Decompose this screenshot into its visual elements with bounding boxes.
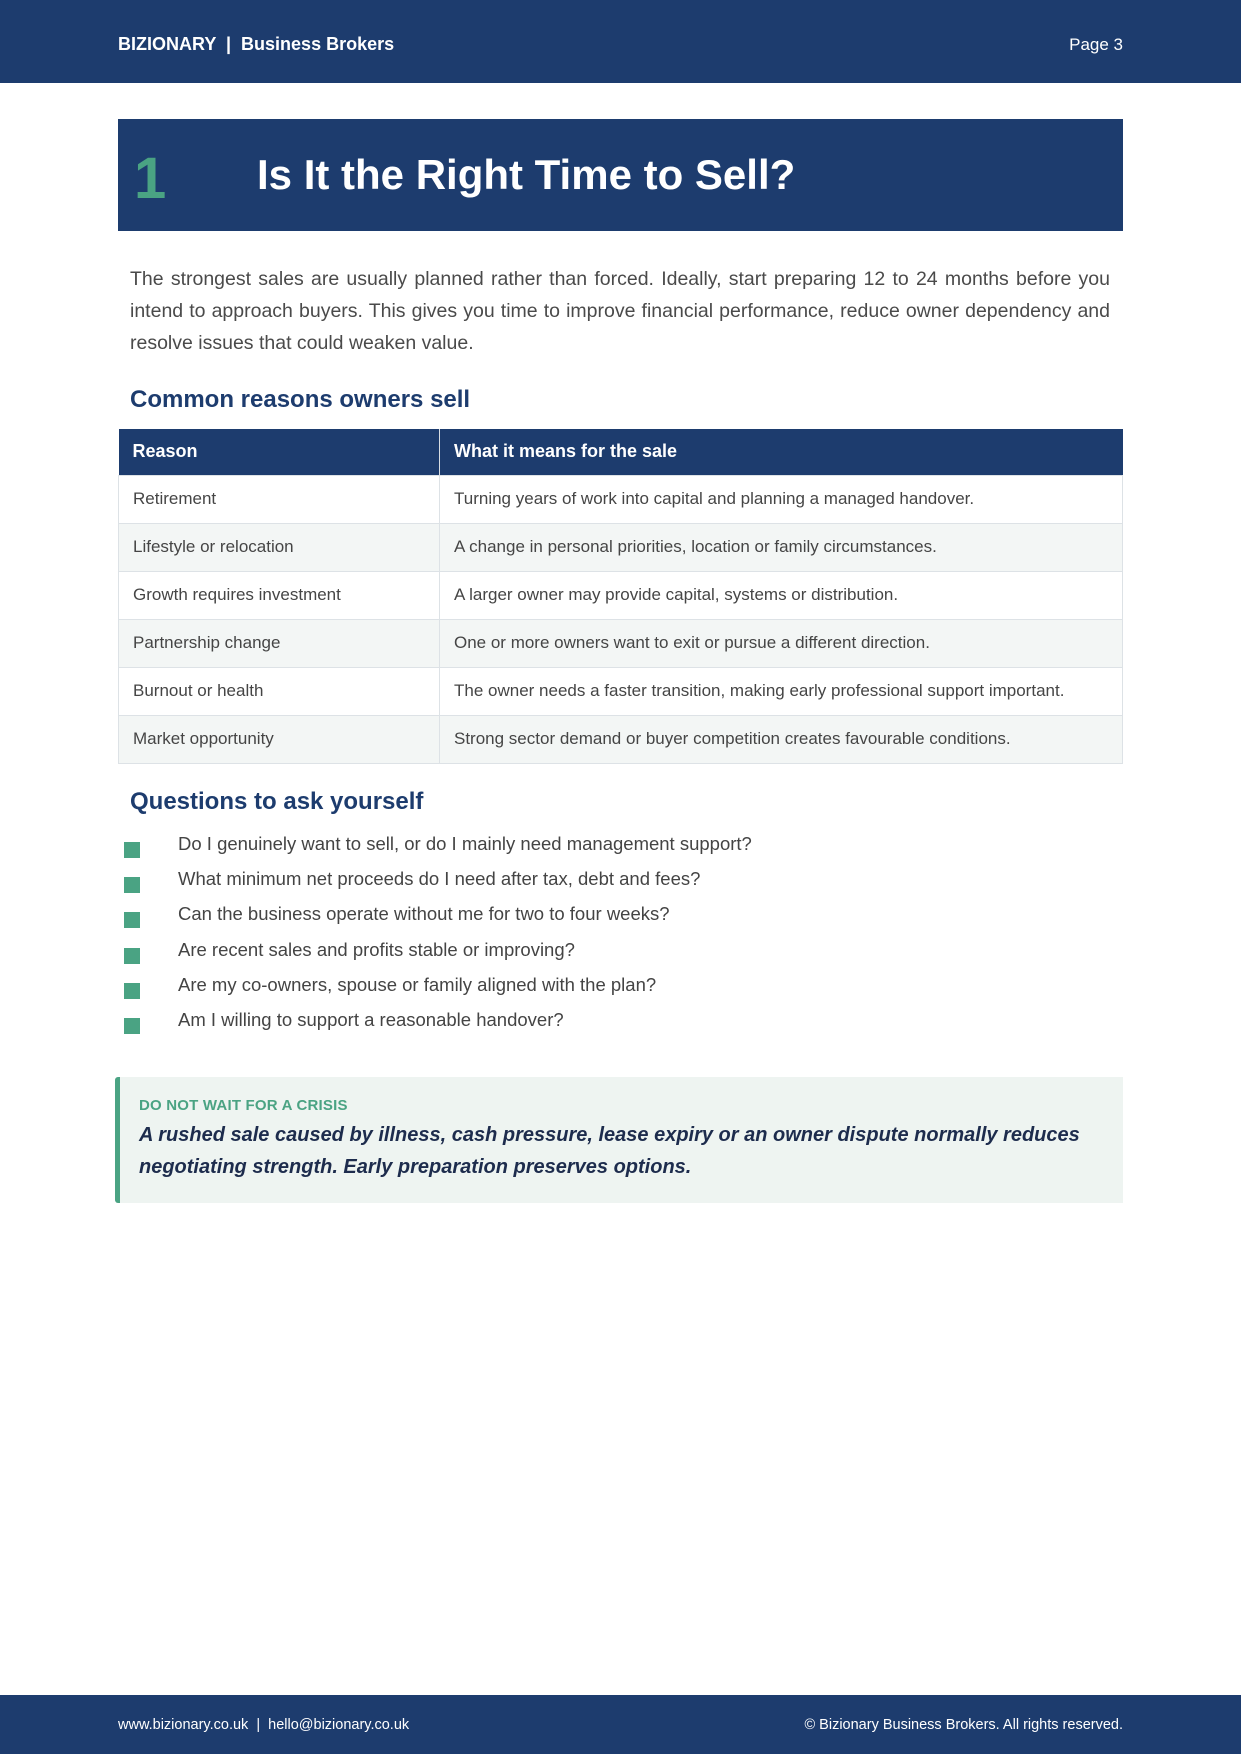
table-row: [119, 619, 1123, 667]
meaning-cell: One or more owners want to exit or pursue a different direction.: [440, 619, 1123, 667]
chapter-number: 1: [134, 146, 167, 211]
footer-copyright: © Bizionary Business Brokers. All rights reserved.: [804, 1717, 1123, 1733]
question-text: What minimum net proceeds do I need after tax, debt and fees?: [178, 868, 701, 890]
page-number: Page 3: [1069, 35, 1123, 54]
meaning-cell: The owner needs a faster transition, making early professional support important.: [440, 667, 1123, 715]
callout-box: [115, 1077, 1123, 1203]
table-row: [119, 571, 1123, 619]
list-item: [124, 974, 1084, 1009]
meaning-cell: Strong sector demand or buyer competition creates favourable conditions.: [440, 715, 1123, 763]
questions-heading: Questions to ask yourself: [130, 788, 424, 815]
square-bullet-icon: [124, 877, 140, 893]
column-header-reason: Reason: [119, 429, 440, 475]
question-text: Do I genuinely want to sell, or do I mainly need management support?: [178, 833, 752, 854]
brand-title: BIZIONARY | Business Brokers: [118, 34, 395, 54]
list-item: [124, 868, 1084, 903]
list-item: [124, 1009, 1084, 1044]
meaning-cell: A larger owner may provide capital, systems or distribution.: [440, 571, 1123, 619]
list-item: [124, 833, 1084, 868]
reasons-table: [118, 429, 1123, 764]
square-bullet-icon: [124, 842, 140, 858]
reason-cell: Burnout or health: [119, 667, 440, 715]
page-footer: [0, 1695, 1241, 1754]
table-header-row: [119, 429, 1123, 475]
square-bullet-icon: [124, 983, 140, 999]
table-row: [119, 667, 1123, 715]
callout-text: A rushed sale caused by illness, cash pressure, lease expiry or an owner dispute normally reduces negotiating strength. Early preparation preserves options.: [139, 1124, 1080, 1178]
chapter-title: Is It the Right Time to Sell?: [257, 151, 796, 198]
square-bullet-icon: [124, 912, 140, 928]
reason-cell: Retirement: [119, 475, 440, 523]
question-text: Am I willing to support a reasonable handover?: [178, 1008, 564, 1030]
reason-cell: Partnership change: [119, 619, 440, 667]
list-item: [124, 939, 1084, 974]
table-row: [119, 523, 1123, 571]
square-bullet-icon: [124, 1018, 140, 1034]
question-text: Can the business operate without me for two to four weeks?: [178, 903, 670, 925]
intro-paragraph: The strongest sales are usually planned rather than forced. Ideally, start preparing 12 to 24 months before you intend to approach buyers. This gives you time to improve financial performance, reduce owner dependency and resolve issues that could weaken value.: [130, 268, 1110, 354]
page-header: [0, 0, 1241, 83]
reason-cell: Market opportunity: [119, 715, 440, 763]
reason-cell: Lifestyle or relocation: [119, 523, 440, 571]
table-row: [119, 715, 1123, 763]
callout-label: DO NOT WAIT FOR A CRISIS: [139, 1097, 348, 1114]
footer-contact: www.bizionary.co.uk | hello@bizionary.co.uk: [118, 1717, 410, 1733]
list-item: [124, 903, 1084, 938]
reasons-heading: Common reasons owners sell: [130, 386, 471, 413]
column-header-meaning: What it means for the sale: [440, 429, 1123, 475]
question-text: Are recent sales and profits stable or improving?: [178, 938, 575, 960]
square-bullet-icon: [124, 948, 140, 964]
chapter-banner: [118, 119, 1123, 231]
table-row: [119, 475, 1123, 523]
questions-list: [124, 833, 1084, 1044]
meaning-cell: Turning years of work into capital and planning a managed handover.: [440, 475, 1123, 523]
question-text: Are my co-owners, spouse or family aligned with the plan?: [178, 973, 657, 995]
meaning-cell: A change in personal priorities, location or family circumstances.: [440, 523, 1123, 571]
reason-cell: Growth requires investment: [119, 571, 440, 619]
